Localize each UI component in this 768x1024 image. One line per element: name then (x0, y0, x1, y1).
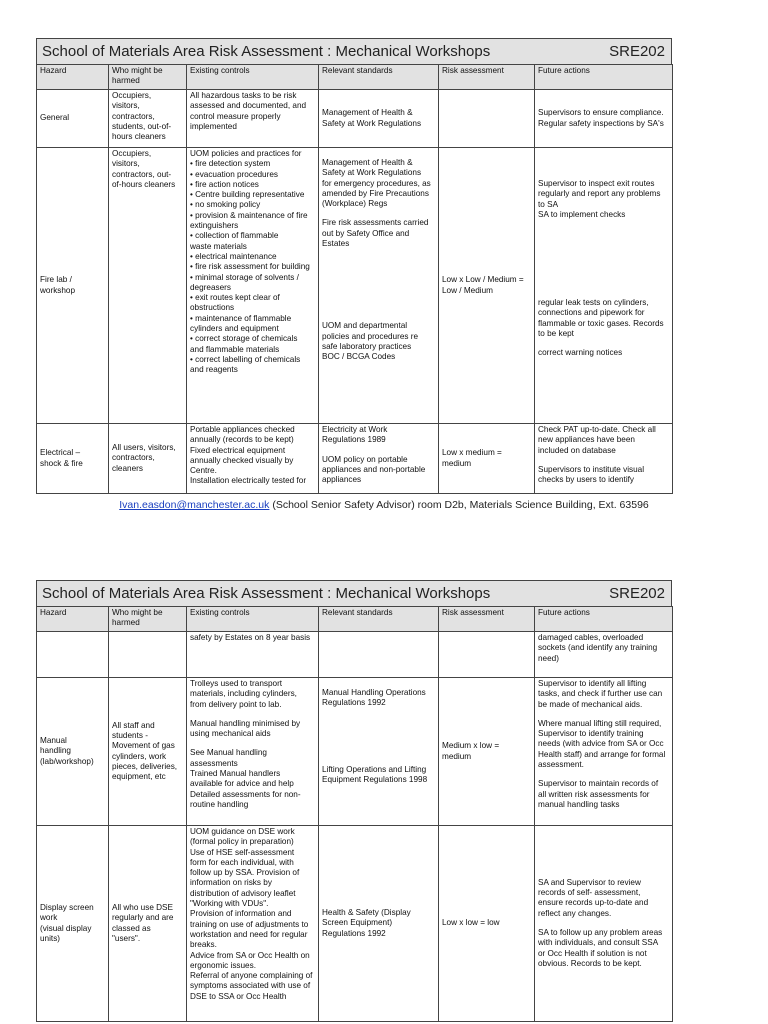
text-line: (Workplace) Regs (322, 199, 388, 209)
text-line: UOM guidance on DSE work (190, 827, 295, 836)
text-line: pieces, deliveries, (112, 761, 178, 771)
page-title-bar (36, 38, 672, 64)
text-line: flammable or toxic gases. Records (538, 318, 664, 328)
text-line: Advice from SA or Occ Health on (190, 950, 310, 960)
cell-text (538, 928, 669, 969)
cell-text (322, 425, 435, 446)
cell-text (190, 679, 315, 710)
cell-text (322, 765, 435, 786)
risk-table (36, 64, 673, 494)
text-line: Equipment Regulations 1998 (322, 774, 428, 784)
text-line: policies and procedures re (322, 331, 419, 341)
risk-cell (439, 90, 535, 148)
text-line: • minimal storage of solvents / (190, 272, 299, 282)
text-line: • exit routes kept clear of (190, 293, 280, 303)
cell-text (190, 827, 315, 1002)
cell-text (112, 443, 183, 474)
text-line: assessed and documented, and (190, 101, 307, 111)
controls-cell (187, 826, 319, 1022)
cell-text (190, 633, 315, 643)
who-cell (109, 424, 187, 494)
text-line: Referral of anyone complaining of (190, 971, 313, 981)
text-line: SA to implement checks (538, 209, 626, 219)
standards-cell (319, 826, 439, 1022)
text-line: visitors, (112, 101, 140, 111)
page-title-bar (36, 580, 672, 606)
cell-text (40, 448, 105, 469)
text-line: • fire action notices (190, 179, 259, 189)
cell-text (442, 448, 531, 469)
text-line: Low x medium = (442, 448, 502, 458)
header-standards: Relevant standards (319, 65, 439, 90)
text-line: students - (112, 730, 148, 740)
text-line: contractors, out- (112, 169, 172, 179)
text-line: units) (40, 933, 61, 943)
text-line: • fire detection system (190, 159, 271, 169)
text-line: Installation electrically tested for (190, 476, 307, 486)
text-line: "Working with VDUs". (190, 899, 269, 909)
risk-cell (439, 678, 535, 826)
text-line: safety by Estates on 8 year basis (190, 633, 311, 642)
cell-text (322, 688, 435, 709)
text-line: work (40, 913, 58, 923)
text-line: All users, visitors, (112, 443, 176, 453)
table-header-row (37, 607, 673, 632)
text-line: All staff and (112, 720, 155, 730)
text-line: Low / Medium (442, 285, 493, 295)
text-line: (visual display (40, 923, 92, 933)
text-line: Provision of information and (190, 909, 292, 919)
cell-text (538, 465, 669, 486)
text-line: Fixed electrical equipment (190, 445, 286, 455)
cell-text (190, 91, 315, 132)
text-line: breaks. (190, 940, 217, 950)
text-line: included on database (538, 445, 616, 455)
text-line: Supervisor to maintain records of (538, 779, 659, 789)
header-actions: Future actions (535, 65, 673, 90)
text-line: checks by users to identify (538, 475, 635, 485)
text-line: Occupiers, (112, 91, 152, 100)
text-line: cylinders, work (112, 751, 167, 761)
text-line: BOC / BCGA Codes (322, 352, 396, 362)
text-line: safe laboratory practices (322, 341, 412, 351)
cell-text (442, 275, 531, 296)
text-line: cleaners (112, 463, 143, 473)
who-cell (109, 826, 187, 1022)
standards-cell (319, 148, 439, 424)
text-line: implemented (190, 121, 237, 131)
header-controls: Existing controls (187, 607, 319, 632)
cell-text (538, 878, 669, 919)
text-line: distribution of advisory leaflet (190, 888, 296, 898)
actions-cell (535, 632, 673, 678)
text-line: DSE to SSA or Occ Health (190, 991, 287, 1001)
header-hazard: Hazard (37, 65, 109, 90)
text-line: medium (442, 751, 472, 761)
text-line: assessments (190, 758, 238, 768)
who-cell (109, 678, 187, 826)
text-line: classed as (112, 923, 151, 933)
text-line: obstructions (190, 303, 235, 313)
cell-text (112, 721, 183, 783)
hazard-cell (37, 424, 109, 494)
text-line: UOM policy on portable (322, 454, 408, 464)
cell-text (442, 918, 531, 928)
text-line: Management of Health & (322, 158, 413, 167)
hazard-cell (37, 632, 109, 678)
text-line: Manual handling minimised by (190, 718, 301, 728)
text-line: Use of HSE self-assessment (190, 847, 295, 857)
text-line: workstation and need for regular (190, 929, 308, 939)
text-line: regularly and report any problems (538, 189, 661, 199)
page-title: School of Materials Area Risk Assessment : Mechanical Workshops (42, 585, 491, 602)
header-standards: Relevant standards (319, 607, 439, 632)
header-risk: Risk assessment (439, 607, 535, 632)
text-line: amended by Fire Precautions (322, 188, 429, 198)
text-line: Trolleys used to transport (190, 679, 283, 688)
text-line: Safety at Work Regulations (322, 168, 422, 178)
cell-text (190, 719, 315, 740)
table-row (37, 148, 673, 424)
cell-text (538, 719, 669, 770)
text-line: regular leak tests on cylinders, (538, 298, 649, 308)
text-line: • fire risk assessment for building (190, 262, 310, 272)
text-line: with individuals, and consult SSA (538, 938, 659, 948)
cell-text (322, 108, 435, 129)
text-line: • Centre building representative (190, 190, 305, 200)
text-line: SA to follow up any problem areas (538, 928, 663, 937)
text-line: Electrical – (40, 448, 81, 458)
text-line: Regulations 1989 (322, 435, 386, 445)
text-line: Medium x low = (442, 741, 500, 751)
cell-text (40, 903, 105, 944)
text-line: records of self- assessment, (538, 888, 641, 898)
controls-cell (187, 148, 319, 424)
cell-text (538, 348, 669, 358)
text-line: ensure records up-to-date and (538, 898, 649, 908)
cell-text (190, 149, 315, 376)
cell-text (190, 748, 315, 810)
actions-cell (535, 826, 673, 1022)
risk-cell (439, 148, 535, 424)
header-controls: Existing controls (187, 65, 319, 90)
table-row (37, 678, 673, 826)
table-header-row (37, 65, 673, 90)
risk-cell (439, 632, 535, 678)
text-line: information on risks by (190, 878, 272, 888)
page-footer (0, 499, 768, 511)
text-line: UOM policies and practices for (190, 149, 302, 158)
text-line: all written risk assessments for (538, 789, 650, 799)
cell-text (538, 298, 669, 339)
page-title: School of Materials Area Risk Assessment : Mechanical Workshops (42, 43, 491, 60)
text-line: Screen Equipment) (322, 918, 393, 928)
cell-text (538, 108, 669, 129)
text-line: Lifting Operations and Lifting (322, 764, 427, 774)
text-line: Portable appliances checked (190, 425, 295, 434)
text-line: Low x Low / Medium = (442, 275, 524, 285)
cell-text (538, 679, 669, 710)
text-line: degreasers (190, 282, 231, 292)
text-line: for emergency procedures, as (322, 178, 431, 188)
text-line: damaged cables, overloaded (538, 633, 644, 642)
cell-text (40, 275, 105, 296)
text-line: Supervisor to identify training (538, 729, 644, 739)
text-line: needs (with advice from SA or Occ (538, 739, 664, 749)
text-line: Health & Safety (Display (322, 908, 411, 918)
text-line: hours cleaners (112, 132, 166, 142)
text-line: training on use of adjustments to (190, 919, 309, 929)
text-line: need) (538, 653, 559, 663)
text-line: tasks, and check if further use can (538, 689, 663, 699)
cell-text (322, 218, 435, 249)
cell-text (40, 736, 105, 767)
text-line: from delivery point to lab. (190, 699, 282, 709)
controls-cell (187, 678, 319, 826)
header-hazard: Hazard (37, 607, 109, 632)
hazard-cell (37, 678, 109, 826)
table-row (37, 826, 673, 1022)
footer-text: (School Senior Safety Advisor) room D2b, Materials Science Building, Ext. 63596 (269, 499, 649, 511)
text-line: Regular safety inspections by SA's (538, 118, 664, 128)
table-row (37, 632, 673, 678)
text-line: Low x low = low (442, 918, 500, 928)
safety-advisor-email-link[interactable]: Ivan.easdon@manchester.ac.uk (119, 499, 270, 511)
text-line: appliances and non-portable (322, 464, 426, 474)
text-line: reflect any changes. (538, 908, 612, 918)
cell-text (322, 455, 435, 486)
text-line: manual handling tasks (538, 799, 620, 809)
cell-text (112, 903, 183, 944)
actions-cell (535, 424, 673, 494)
text-line: Regulations 1992 (322, 928, 386, 938)
text-line: using mechanical aids (190, 729, 271, 739)
text-line: Supervisor to inspect exit routes (538, 179, 655, 188)
table-row (37, 424, 673, 494)
controls-cell (187, 632, 319, 678)
text-line: Electricity at Work (322, 425, 388, 434)
standards-cell (319, 632, 439, 678)
text-line: be made of mechanical aids. (538, 699, 643, 709)
text-line: (lab/workshop) (40, 756, 94, 766)
text-line: and reagents (190, 365, 238, 375)
text-line: Estates (322, 239, 350, 249)
text-line: Detailed assessments for non- (190, 789, 301, 799)
text-line: SA and Supervisor to review (538, 877, 641, 887)
text-line: Regulations 1992 (322, 698, 386, 708)
text-line: annually checked visually by (190, 455, 294, 465)
text-line: regularly and are (112, 913, 174, 923)
text-line: (formal policy in preparation) (190, 837, 294, 847)
risk-assessment-page-1 (36, 38, 672, 494)
text-line: • correct storage of chemicals (190, 334, 298, 344)
text-line: Movement of gas (112, 741, 175, 751)
text-line: symptoms associated with use of (190, 981, 311, 991)
controls-cell (187, 424, 319, 494)
text-line: contractors, (112, 111, 155, 121)
text-line: Fire lab / (40, 275, 72, 285)
text-line: contractors, (112, 453, 155, 463)
text-line: • provision & maintenance of fire (190, 210, 308, 220)
text-line: "users". (112, 933, 141, 943)
standards-cell (319, 90, 439, 148)
text-line: equipment, etc (112, 772, 166, 782)
text-line: waste materials (190, 241, 247, 251)
cell-text (322, 158, 435, 209)
text-line: Supervisors to institute visual (538, 464, 645, 474)
text-line: Supervisors to ensure compliance. (538, 108, 664, 118)
text-line: Centre. (190, 466, 217, 476)
cell-text (322, 908, 435, 939)
document-code: SRE202 (609, 585, 665, 602)
risk-table (36, 606, 673, 1022)
actions-cell (535, 148, 673, 424)
text-line: See Manual handling (190, 748, 267, 758)
controls-cell (187, 90, 319, 148)
text-line: to be kept (538, 329, 574, 339)
text-line: visitors, (112, 159, 140, 169)
text-line: sockets (and identify any training (538, 643, 658, 653)
text-line: • evacuation procedures (190, 169, 278, 179)
text-line: Trained Manual handlers (190, 769, 281, 779)
cell-text (112, 149, 183, 190)
text-line: connections and pipework for (538, 308, 645, 318)
text-line: routine handling (190, 799, 249, 809)
cell-text (112, 91, 183, 142)
risk-cell (439, 826, 535, 1022)
who-cell (109, 90, 187, 148)
header-who: Who might be harmed (109, 65, 187, 90)
text-line: Check PAT up-to-date. Check all (538, 425, 656, 434)
header-risk: Risk assessment (439, 65, 535, 90)
risk-assessment-page-2 (36, 580, 672, 1022)
cell-text (322, 321, 435, 362)
text-line: workshop (40, 285, 76, 295)
text-line: appliances (322, 475, 362, 485)
text-line: Manual Handling Operations (322, 688, 426, 697)
cell-text (538, 779, 669, 810)
text-line: materials, including cylinders, (190, 689, 297, 699)
who-cell (109, 632, 187, 678)
cell-text (538, 179, 669, 220)
text-line: medium (442, 458, 472, 468)
text-line: correct warning notices (538, 348, 623, 358)
text-line: • correct labelling of chemicals (190, 354, 301, 364)
text-line: form for each individual, with (190, 857, 294, 867)
text-line: • collection of flammable (190, 231, 279, 241)
cell-text (538, 633, 669, 664)
table-row (37, 90, 673, 148)
text-line: shock & fire (40, 458, 83, 468)
cell-text (442, 741, 531, 762)
risk-cell (439, 424, 535, 494)
standards-cell (319, 424, 439, 494)
hazard-cell (37, 148, 109, 424)
text-line: • maintenance of flammable (190, 313, 292, 323)
text-line: control measure properly (190, 111, 281, 121)
text-line: follow up by SSA. Provision of (190, 868, 300, 878)
text-line: available for advice and help (190, 779, 294, 789)
text-line: All who use DSE (112, 902, 173, 912)
text-line: assessment. (538, 760, 584, 770)
text-line: Supervisor to identify all lifting (538, 679, 647, 688)
cell-text (190, 425, 315, 487)
header-who: Who might be harmed (109, 607, 187, 632)
text-line: and flammable materials (190, 344, 280, 354)
hazard-cell (37, 90, 109, 148)
text-line: or Occ Health if solution is not (538, 948, 647, 958)
text-line: UOM and departmental (322, 321, 408, 331)
text-line: extinguishers (190, 221, 239, 231)
text-line: • no smoking policy (190, 200, 261, 210)
text-line: cylinders and equipment (190, 324, 279, 334)
text-line: of-hours cleaners (112, 179, 176, 189)
text-line: • electrical maintenance (190, 251, 277, 261)
text-line: ergonomic issues. (190, 960, 256, 970)
text-line: Manual (40, 736, 67, 746)
text-line: All hazardous tasks to be risk (190, 91, 297, 100)
hazard-cell (37, 826, 109, 1022)
text-line: Occupiers, (112, 149, 152, 158)
text-line: Fire risk assessments carried (322, 218, 429, 228)
text-line: handling (40, 746, 71, 756)
text-line: Management of Health & (322, 108, 413, 118)
text-line: Safety at Work Regulations (322, 118, 422, 128)
text-line: Health staff) and arrange for formal (538, 749, 666, 759)
text-line: students, out-of- (112, 121, 172, 131)
text-line: to SA (538, 199, 559, 209)
text-line: Display screen (40, 902, 94, 912)
text-line: Where manual lifting still required, (538, 718, 662, 728)
cell-text (538, 425, 669, 456)
actions-cell (535, 678, 673, 826)
actions-cell (535, 90, 673, 148)
text-line: out by Safety Office and (322, 228, 410, 238)
who-cell (109, 148, 187, 424)
header-actions: Future actions (535, 607, 673, 632)
text-line: annually (records to be kept) (190, 435, 294, 445)
text-line: new appliances have been (538, 435, 635, 445)
standards-cell (319, 678, 439, 826)
hazard-general: General (40, 113, 70, 123)
text-line: obvious. Records to be kept. (538, 958, 642, 968)
document-code: SRE202 (609, 43, 665, 60)
